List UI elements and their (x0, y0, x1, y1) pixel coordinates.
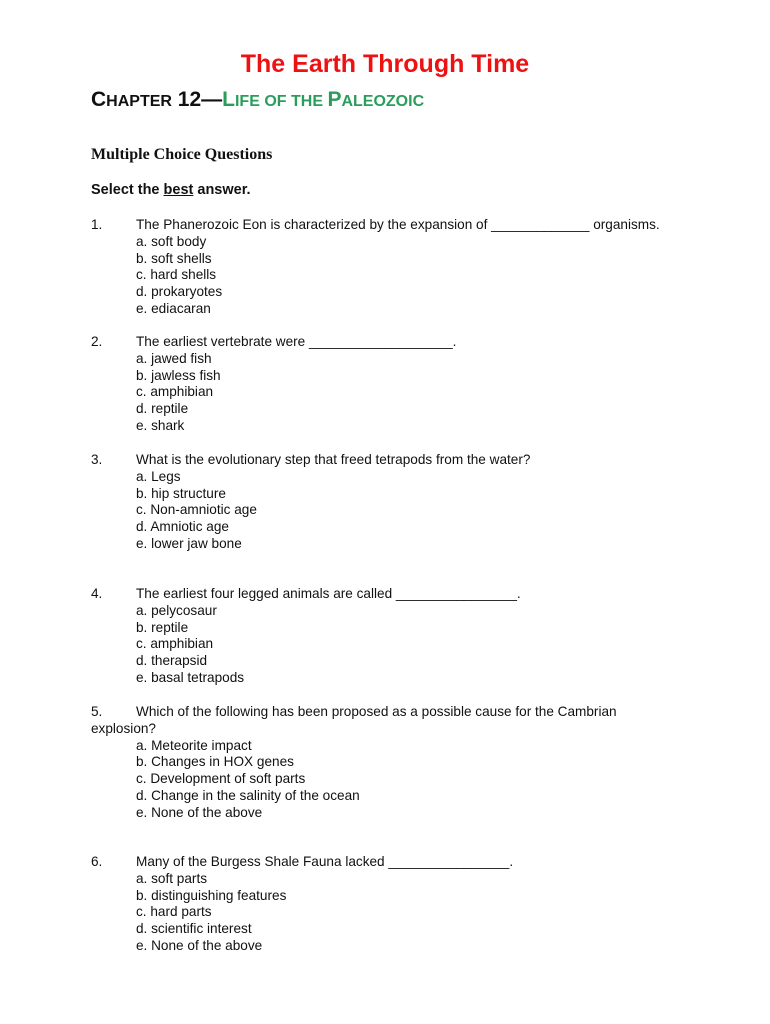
option-list (136, 469, 731, 553)
instruction (91, 182, 251, 198)
question-5 (91, 704, 731, 822)
chapter-title-aleozoic: ALEOZOIC (341, 93, 425, 110)
option: a. soft body (136, 233, 207, 249)
option: d. prokaryotes (136, 284, 223, 300)
instruction-after: answer. (193, 182, 251, 198)
question-number: 5. (91, 704, 103, 719)
document-title: The Earth Through Time (240, 50, 530, 78)
option: c. amphibian (136, 384, 214, 400)
option: d. therapsid (136, 653, 208, 669)
option-list (136, 871, 731, 955)
option: c. amphibian (136, 636, 214, 652)
question-stem: Which of the following has been proposed as a possible cause for the Cambrian (136, 704, 617, 719)
option: b. jawless fish (136, 367, 221, 383)
option: d. scientific interest (136, 921, 252, 937)
option: b. Changes in HOX genes (136, 754, 294, 770)
question-stem: The Phanerozoic Eon is characterized by the expansion of _____________ organisms. (136, 217, 660, 232)
question-stem: What is the evolutionary step that freed tetrapods from the water? (136, 452, 531, 467)
option-list (136, 351, 731, 435)
option: e. basal tetrapods (136, 669, 245, 685)
option-list (136, 234, 731, 318)
question-number: 2. (91, 334, 103, 349)
option: a. pelycosaur (136, 602, 217, 618)
chapter-title-l: L (222, 88, 235, 111)
question-number: 6. (91, 854, 103, 869)
question-4 (91, 586, 731, 687)
option: a. soft parts (136, 870, 208, 886)
chapter-prefix-small: HAPTER (106, 93, 172, 110)
question-stem: The earliest vertebrate were ___________________. (136, 334, 457, 349)
option: d. Amniotic age (136, 519, 229, 535)
option: b. reptile (136, 619, 189, 635)
question-6 (91, 854, 731, 955)
question-number: 3. (91, 452, 103, 467)
question-3 (91, 452, 731, 553)
option: a. jawed fish (136, 350, 212, 366)
chapter-title-p: P (327, 88, 342, 111)
question-number: 1. (91, 217, 103, 232)
question-2 (91, 334, 731, 435)
option: c. Non-amniotic age (136, 502, 257, 518)
chapter-title-ife: IFE OF THE (234, 93, 328, 110)
option: b. soft shells (136, 250, 212, 266)
option-list (136, 738, 731, 822)
option: c. hard parts (136, 904, 212, 920)
option: a. Legs (136, 468, 181, 484)
option: d. Change in the salinity of the ocean (136, 787, 360, 803)
question-stem-continued: explosion? (91, 720, 156, 736)
chapter-heading (91, 88, 424, 112)
instruction-underlined: best (163, 182, 194, 198)
option: e. ediacaran (136, 300, 211, 316)
option: b. distinguishing features (136, 887, 287, 903)
option: a. Meteorite impact (136, 737, 252, 753)
option: b. hip structure (136, 485, 226, 501)
chapter-prefix-big: C (91, 88, 107, 111)
question-number: 4. (91, 586, 103, 601)
option: c. Development of soft parts (136, 771, 306, 787)
question-stem: Many of the Burgess Shale Fauna lacked ________________. (136, 854, 514, 869)
option: e. lower jaw bone (136, 535, 242, 551)
question-1 (91, 217, 731, 318)
option: e. None of the above (136, 937, 263, 953)
option: e. shark (136, 417, 185, 433)
instruction-before: Select the (91, 182, 164, 198)
section-heading: Multiple Choice Questions (91, 146, 273, 163)
chapter-number: 12— (171, 88, 223, 111)
question-stem: The earliest four legged animals are called ________________. (136, 586, 521, 601)
option: e. None of the above (136, 804, 263, 820)
option: d. reptile (136, 401, 189, 417)
option: c. hard shells (136, 267, 217, 283)
option-list (136, 603, 731, 687)
